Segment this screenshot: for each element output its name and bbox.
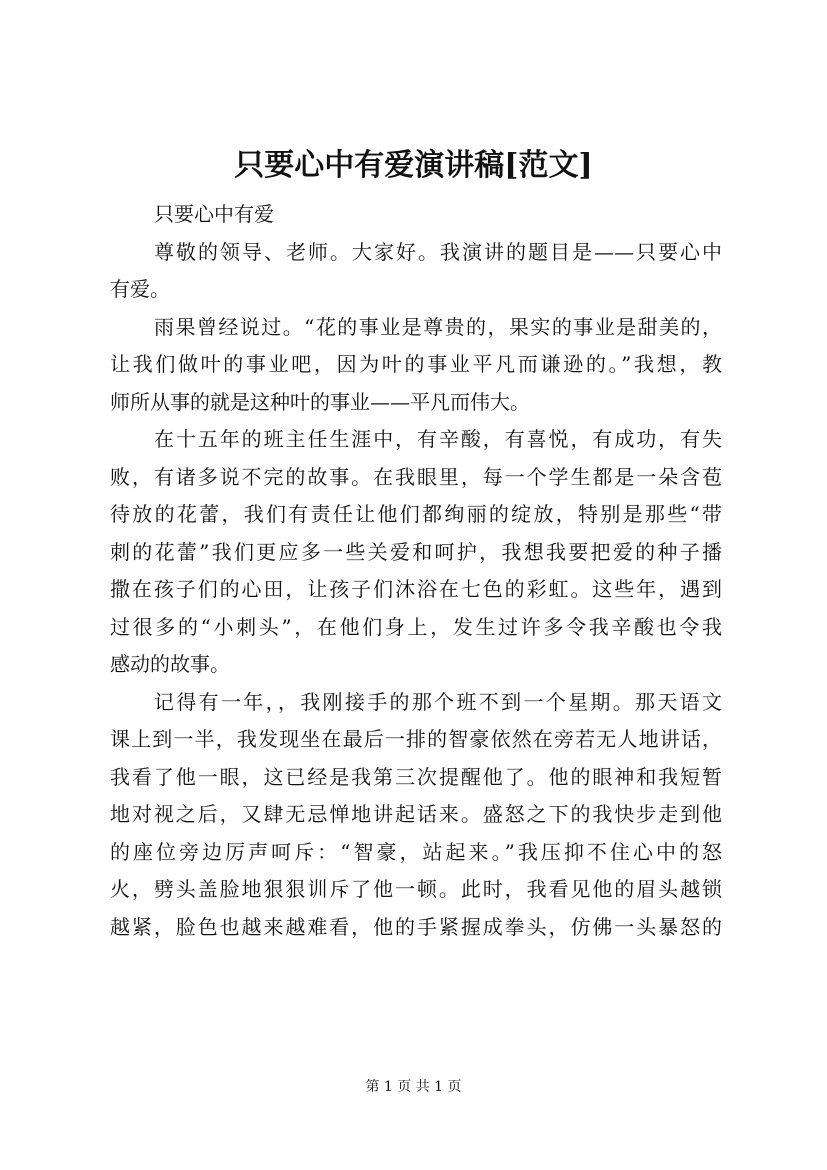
text-line: 在十五年的班主任生涯中，有辛酸，有喜悦，有成功，有失 [154,427,722,451]
text-line: 让我们做叶的事业吧，因为叶的事业平凡而谦逊的。”我想，教 [110,352,722,376]
text-line: 的座位旁边厉声呵斥：“智豪，站起来。”我压抑不住心中的怒 [110,839,722,864]
text-line: 雨果曾经说过。“花的事业是尊贵的，果实的事业是甜美的， [154,314,722,339]
text-line: 越紧，脸色也越来越难看，他的手紧握成拳头，仿佛一头暴怒的 [110,914,722,939]
text-line: 我看了他一眼，这已经是我第三次提醒他了。他的眼神和我短暂 [110,764,722,789]
document-title: 只要心中有爱演讲稿[范文] [234,148,593,183]
text-line: 记得有一年，，我刚接手的那个班不到一个星期。那天语文 [154,689,722,714]
text-line: 刺的花蕾”我们更应多一些关爱和呵护，我想我要把爱的种子播 [110,539,722,564]
text-line: 有爱。 [110,277,170,301]
text-line: 感动的故事。 [110,652,230,676]
text-line: 只要心中有爱 [154,202,274,226]
document-body [110,196,722,946]
text-line: 地对视之后，又肆无忌惮地讲起话来。盛怒之下的我快步走到他 [110,802,722,826]
text-line: 待放的花蕾，我们有责任让他们都绚丽的绽放，特别是那些“带 [110,502,722,526]
text-line: 火，劈头盖脸地狠狠训斥了他一顿。此时，我看见他的眉头越锁 [110,877,722,901]
text-line: 撒在孩子们的心田，让孩子们沐浴在七色的彩虹。这些年，遇到 [110,577,722,601]
text-line: 课上到一半，我发现坐在最后一排的智豪依然在旁若无人地讲话， [110,727,722,751]
text-line: 过很多的“小刺头”，在他们身上，发生过许多令我辛酸也令我 [110,614,722,639]
page-number-footer: 第 1 页 共 1 页 [365,1079,462,1095]
text-line: 败，有诸多说不完的故事。在我眼里，每一个学生都是一朵含苞 [110,464,722,489]
text-line: 尊敬的领导、老师。大家好。我演讲的题目是——只要心中 [154,239,722,264]
text-line: 师所从事的就是这种叶的事业——平凡而伟大。 [110,389,530,414]
